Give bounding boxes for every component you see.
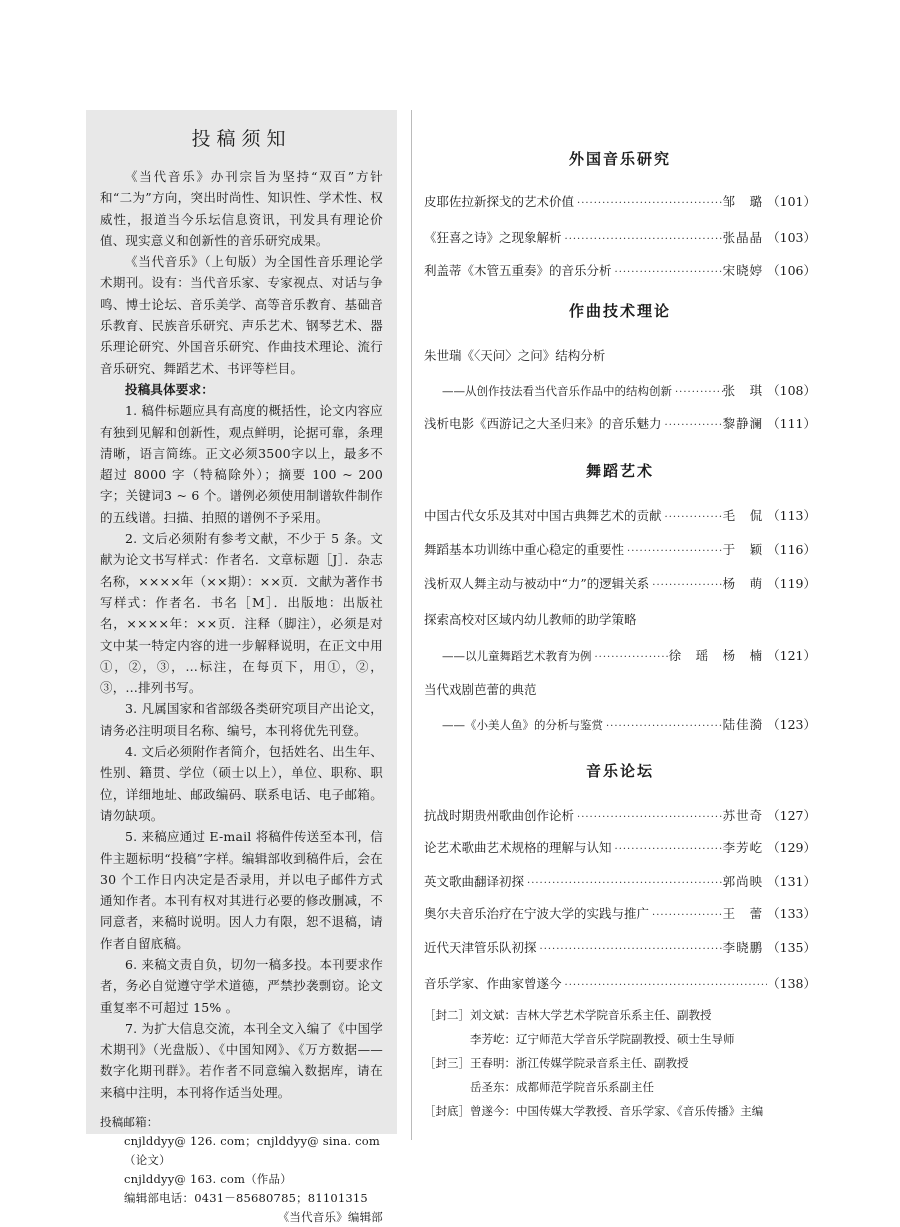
credit-row (424, 1051, 816, 1075)
toc-entry-subtitle (424, 715, 816, 733)
credit-tag: ［封二］ (424, 1008, 470, 1022)
toc-page: （113） (767, 508, 816, 523)
mailbox-address-1: cnjlddyy@ 126. com；cnjlddyy@ sina. com（论文） (124, 1134, 380, 1168)
notice-title: 投稿须知 (191, 128, 292, 150)
notice-rule-4: 4. 文后必须附作者简介，包括姓名、出生年、性别、籍贯、学位（硕士以上），单位、职称、职位，详细地址、邮政编码、联系电话、电子邮箱。请勿缺项。 (100, 744, 383, 823)
toc-entry (424, 904, 816, 922)
toc-entry-subtitle (424, 646, 816, 664)
toc-title: 当代戏剧芭蕾的典范 (424, 682, 537, 697)
section-heading-composition: 作曲技术理论 (568, 302, 671, 320)
mailbox-address-2: cnjlddyy@ 163. com（作品） (124, 1172, 292, 1187)
editorial-signature: 《当代音乐》编辑部 (277, 1210, 383, 1225)
toc-author: 于 颖 (722, 542, 764, 557)
submission-notice-box (86, 110, 397, 1225)
toc-entry (424, 680, 816, 698)
contact-block (100, 1113, 383, 1208)
toc-entry (424, 346, 816, 364)
toc-page: （106） (767, 263, 816, 278)
toc-title: 舞蹈基本功训练中重心稳定的重要性 (424, 542, 625, 557)
credit-text: 曾遂今：中国传媒大学教授、音乐学家、《音乐传播》主编 (470, 1104, 764, 1118)
toc-page: （103） (767, 230, 816, 245)
toc-title: 近代天津管乐队初探 (424, 940, 537, 955)
credit-text: 王春明：浙江传媒学院录音系主任、副教授 (470, 1056, 689, 1070)
toc-page: （129） (767, 840, 816, 855)
toc-page: （108） (767, 383, 816, 398)
toc-page: （123） (767, 717, 816, 732)
toc-page: （127） (767, 808, 816, 823)
notice-rule-7: 7. 为扩大信息交流，本刊全文入编了《中国学术期刊》（光盘版）、《中国知网》、《万方数据——数字化期刊群》。若作者不同意编入数据库，请在来稿中注明，本刊将作适当处理。 (100, 1020, 383, 1100)
toc-entry (424, 806, 816, 824)
toc-entry (424, 540, 816, 558)
toc-page: （101） (767, 194, 816, 209)
toc-entry (424, 192, 816, 210)
toc-author: 苏世奇 (722, 808, 764, 823)
toc-entry (424, 610, 816, 628)
toc-title: 英文歌曲翻译初探 (424, 874, 525, 889)
toc-author: 张晶晶 (722, 230, 764, 245)
toc-title: 利盖蒂《木管五重奏》的音乐分析 (424, 263, 612, 278)
toc-page: （135） (767, 940, 816, 955)
notice-paragraph-2: 《当代音乐》（上旬版）为全国性音乐理论学术期刊。设有：当代音乐家、专家视点、对话与争鸣、博士论坛、音乐美学、高等音乐教育、基础音乐教育、民族音乐研究、声乐艺术、钢琴艺术、器乐理论研究、外国音乐研究、作曲技术理论、流行音乐研究、舞蹈艺术、书评等栏目。 (100, 254, 383, 376)
toc-page: （111） (767, 416, 816, 431)
toc-page: （131） (767, 874, 816, 889)
toc-title: 探索高校对区域内幼儿教师的助学策略 (424, 612, 637, 627)
credit-text: 岳圣东：成都师范学院音乐系副主任 (470, 1080, 654, 1094)
credit-text: 李芳屹：辽宁师范大学音乐学院副教授、硕士生导师 (470, 1032, 735, 1046)
mailbox-label: 投稿邮箱： (100, 1115, 159, 1130)
credit-tag: ［封三］ (424, 1056, 470, 1070)
notice-rule-6: 6. 来稿文责自负，切勿一稿多投。本刊要求作者，务必自觉遵守学术道德，严禁抄袭剽窃。论文重复率不可超过 15% 。 (100, 956, 383, 1015)
toc-author: 毛 侃 (722, 508, 764, 523)
toc-entry (424, 838, 816, 856)
toc-page: （119） (767, 576, 816, 591)
toc-title: 音乐学家、作曲家曾遂今 (424, 976, 562, 991)
toc-entry (424, 414, 816, 432)
toc-subtitle: ——《小美人鱼》的分析与鉴赏 (442, 718, 603, 732)
notice-rule-5: 5. 来稿应通过 E-mail 将稿件传送至本刊，信件主题标明“投稿”字样。编辑部收到稿件后，会在 30 个工作日内决定是否录用，并以电子邮件方式通知作者。本刊有权对其进行必要的修改删减，不同意者，来稿时说明。因人力有限，恕不退稿，请作者自留底稿。 (100, 829, 383, 951)
credit-row (424, 1099, 816, 1123)
toc-title: 中国古代女乐及其对中国古典舞艺术的贡献 (424, 508, 662, 523)
section-heading-dance: 舞蹈艺术 (585, 462, 654, 480)
toc-subtitle: ——以儿童舞蹈艺术教育为例 (442, 649, 592, 663)
credit-row (424, 1075, 816, 1099)
credit-text: 刘文斌：吉林大学艺术学院音乐系主任、副教授 (470, 1008, 712, 1022)
toc-entry (424, 872, 816, 890)
column-divider (411, 110, 412, 1140)
notice-subhead: 投稿具体要求： (125, 381, 214, 397)
notice-paragraph-1: 《当代音乐》办刊宗旨为坚持“双百”方针和“二为”方向，突出时尚性、知识性、学术性、权威性，报道当今乐坛信息资讯，刊发具有理论价值、现实意义和创新性的音乐研究成果。 (100, 169, 383, 248)
credit-row (424, 1027, 816, 1051)
toc-entry (424, 506, 816, 524)
toc-page: （133） (767, 906, 816, 921)
toc-author: 徐 瑶 杨 楠 (668, 648, 764, 663)
section-heading-foreign-music: 外国音乐研究 (568, 150, 671, 168)
toc-author: 李芳屹 (722, 840, 764, 855)
toc-title: 皮耶佐拉新探戈的艺术价值 (424, 194, 575, 209)
toc-title: 《狂喜之诗》之现象解析 (424, 230, 562, 245)
toc-author: 杨 萌 (722, 576, 764, 591)
toc-page: （116） (767, 542, 816, 557)
toc-title: 浅析双人舞主动与被动中“力”的逻辑关系 (424, 576, 650, 591)
toc-page: （138） (767, 976, 816, 991)
toc-entry (424, 974, 816, 992)
toc-author: 张 琪 (722, 383, 764, 398)
notice-rule-3: 3. 凡属国家和省部级各类研究项目产出论文，请务必注明项目名称、编号，本刊将优先刊登。 (100, 701, 383, 738)
toc-entry (424, 574, 816, 592)
toc-entry (424, 938, 816, 956)
notice-rule-2: 2. 文后必须附有参考文献，不少于 5 条。文献为论文书写样式：作者名．文章标题［J］．杂志名称，××××年（××期）：××页．文献为著作书写样式：作者名．书名［M］．出版地：出版社名，××××年：××页．注释（脚注），必须是对文中某一特定内容的进一步解释说明，在正文中用①，②，③，…标注，在每页下，用①，②，③，…排列书写。 (100, 531, 383, 696)
toc-entry (424, 228, 816, 246)
toc-page: （121） (767, 648, 816, 663)
notice-rule-1: 1. 稿件标题应具有高度的概括性，论文内容应有独到见解和创新性，观点鲜明，论据可靠，条理清晰，语言简练。正文必须3500字以上，最多不超过 8000 字（特稿除外）；摘要 100 ~ 200 字；关键词3 ~ 6 个。谱例必须使用制谱软件制作的五线谱。扫描、拍照的谱例不予采用。 (100, 403, 383, 525)
toc-title: 抗战时期贵州歌曲创作论析 (424, 808, 575, 823)
toc-author: 王 蕾 (722, 906, 764, 921)
section-heading-music-forum: 音乐论坛 (585, 762, 654, 780)
toc-entry-subtitle (424, 381, 816, 399)
toc-title: 奥尔夫音乐治疗在宁波大学的实践与推广 (424, 906, 650, 921)
editorial-phone: 编辑部电话：0431－85680785；81101315 (124, 1191, 368, 1206)
toc-author: 郭尚映 (722, 874, 764, 889)
credit-tag: ［封底］ (424, 1104, 470, 1118)
toc-author: 邹 璐 (722, 194, 764, 209)
toc-subtitle: ——从创作技法看当代音乐作品中的结构创新 (442, 384, 672, 398)
toc-author: 陆佳漪 (722, 717, 764, 732)
toc-title: 朱世瑞《〈天问〉之问》结构分析 (424, 348, 606, 363)
toc-author: 黎静澜 (722, 416, 764, 431)
toc-author: 宋晓婷 (722, 263, 764, 278)
toc-author: 李晓鹏 (722, 940, 764, 955)
toc-entry (424, 261, 816, 279)
credit-row (424, 1003, 816, 1027)
toc-title: 浅析电影《西游记之大圣归来》的音乐魅力 (424, 416, 662, 431)
toc-title: 论艺术歌曲艺术规格的理解与认知 (424, 840, 612, 855)
cover-credits (424, 1003, 816, 1123)
